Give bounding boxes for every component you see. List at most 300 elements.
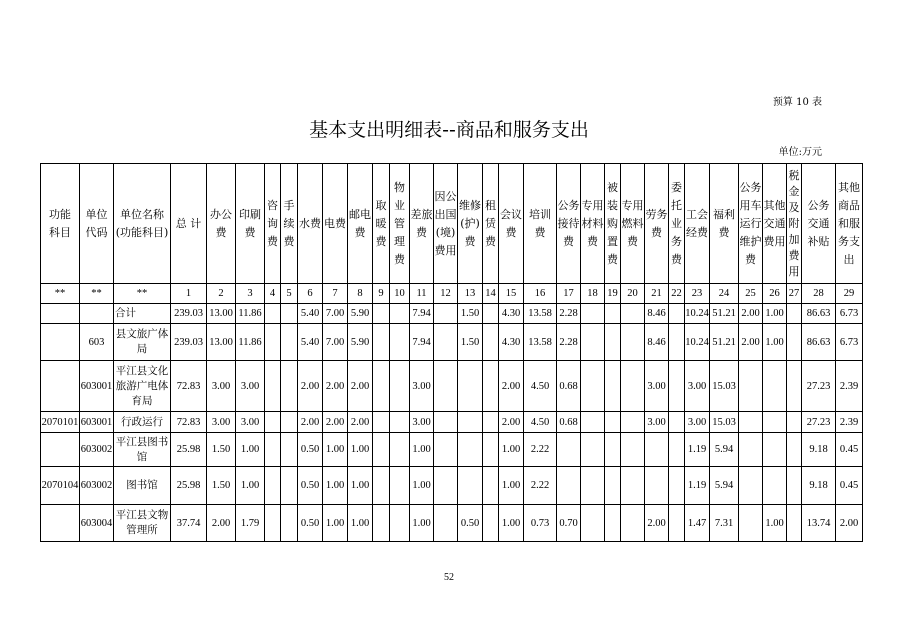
cell-function-code: 2070104 xyxy=(41,467,80,505)
cell-heating-fee xyxy=(373,467,390,505)
cell-consulting-fee xyxy=(265,412,281,433)
cell-official-reception-fee: 0.68 xyxy=(557,412,581,433)
cell-meeting-fee: 4.30 xyxy=(499,324,524,361)
cell-electricity-fee: 2.00 xyxy=(323,361,348,412)
cell-function-code xyxy=(41,324,80,361)
goods-services-expense-table xyxy=(40,163,863,542)
cell-other-transport-fee xyxy=(763,412,787,433)
cell-property-management-fee xyxy=(390,505,410,542)
header-travel-fee: 差旅费 xyxy=(410,164,434,284)
cell-special-fuel-fee xyxy=(621,304,645,324)
cell-heating-fee xyxy=(373,433,390,467)
cell-labor-fee: 3.00 xyxy=(645,361,669,412)
cell-official-reception-fee: 0.68 xyxy=(557,361,581,412)
cell-meeting-fee: 2.00 xyxy=(499,412,524,433)
index-meeting-fee: 15 xyxy=(499,284,524,304)
cell-function-code: 2070101 xyxy=(41,412,80,433)
cell-other-transport-fee xyxy=(763,433,787,467)
cell-unit-code: 603001 xyxy=(80,361,114,412)
cell-overseas-travel-fee xyxy=(434,433,458,467)
cell-taxes-surcharges xyxy=(787,324,802,361)
cell-water-fee: 5.40 xyxy=(298,324,323,361)
cell-unit-code xyxy=(80,304,114,324)
cell-overseas-travel-fee xyxy=(434,505,458,542)
header-overseas-travel-fee: 因公出国(境)费用 xyxy=(434,164,458,284)
cell-union-fund: 10.24 xyxy=(685,324,710,361)
cell-function-code xyxy=(41,304,80,324)
cell-heating-fee xyxy=(373,505,390,542)
index-unit-name: ** xyxy=(114,284,171,304)
cell-printing-fee: 11.86 xyxy=(236,304,265,324)
cell-overseas-travel-fee xyxy=(434,412,458,433)
cell-taxes-surcharges xyxy=(787,412,802,433)
cell-handling-fee xyxy=(281,505,298,542)
header-property-management-fee: 物业管理费 xyxy=(390,164,410,284)
cell-consulting-fee xyxy=(265,467,281,505)
cell-postal-telecom-fee: 1.00 xyxy=(348,505,373,542)
index-function-code: ** xyxy=(41,284,80,304)
header-taxes-surcharges: 税金及附加费用 xyxy=(787,164,802,284)
index-electricity-fee: 7 xyxy=(323,284,348,304)
cell-other-transport-fee xyxy=(763,361,787,412)
cell-rental-fee xyxy=(483,467,499,505)
cell-consulting-fee xyxy=(265,361,281,412)
cell-transport-allowance: 86.63 xyxy=(802,304,836,324)
cell-special-materials-fee xyxy=(581,433,605,467)
cell-office-fee: 2.00 xyxy=(207,505,236,542)
cell-welfare-fee: 5.94 xyxy=(710,467,739,505)
cell-heating-fee xyxy=(373,412,390,433)
cell-maintenance-fee: 1.50 xyxy=(458,324,483,361)
header-commissioned-services-fee: 委托业务费 xyxy=(669,164,685,284)
table-row xyxy=(41,467,863,505)
header-labor-fee: 劳务费 xyxy=(645,164,669,284)
index-water-fee: 6 xyxy=(298,284,323,304)
cell-office-fee: 13.00 xyxy=(207,304,236,324)
cell-function-code xyxy=(41,433,80,467)
header-water-fee: 水费 xyxy=(298,164,323,284)
cell-uniform-purchase-fee xyxy=(605,304,621,324)
cell-water-fee: 2.00 xyxy=(298,361,323,412)
cell-union-fund: 10.24 xyxy=(685,304,710,324)
cell-labor-fee: 3.00 xyxy=(645,412,669,433)
index-commissioned-services-fee: 22 xyxy=(669,284,685,304)
header-maintenance-fee: 维修(护)费 xyxy=(458,164,483,284)
cell-uniform-purchase-fee xyxy=(605,324,621,361)
header-uniform-purchase-fee: 被装购置费 xyxy=(605,164,621,284)
table-row xyxy=(41,361,863,412)
header-electricity-fee: 电费 xyxy=(323,164,348,284)
cell-maintenance-fee xyxy=(458,467,483,505)
cell-labor-fee: 8.46 xyxy=(645,324,669,361)
header-other-transport-fee: 其他交通费用 xyxy=(763,164,787,284)
cell-consulting-fee xyxy=(265,505,281,542)
cell-handling-fee xyxy=(281,304,298,324)
cell-travel-fee: 7.94 xyxy=(410,324,434,361)
table-row xyxy=(41,324,863,361)
cell-total: 25.98 xyxy=(171,467,207,505)
cell-unit-code: 603 xyxy=(80,324,114,361)
cell-maintenance-fee xyxy=(458,412,483,433)
cell-maintenance-fee: 0.50 xyxy=(458,505,483,542)
cell-union-fund: 3.00 xyxy=(685,412,710,433)
cell-meeting-fee: 1.00 xyxy=(499,467,524,505)
header-total: 总 计 xyxy=(171,164,207,284)
cell-postal-telecom-fee: 1.00 xyxy=(348,467,373,505)
index-office-fee: 2 xyxy=(207,284,236,304)
index-uniform-purchase-fee: 19 xyxy=(605,284,621,304)
cell-other-goods-services: 6.73 xyxy=(836,304,863,324)
cell-office-fee: 13.00 xyxy=(207,324,236,361)
cell-office-fee: 1.50 xyxy=(207,433,236,467)
header-heating-fee: 取暖费 xyxy=(373,164,390,284)
cell-electricity-fee: 7.00 xyxy=(323,324,348,361)
cell-special-fuel-fee xyxy=(621,361,645,412)
cell-training-fee: 4.50 xyxy=(524,412,557,433)
cell-travel-fee: 1.00 xyxy=(410,433,434,467)
cell-total: 37.74 xyxy=(171,505,207,542)
cell-property-management-fee xyxy=(390,361,410,412)
header-training-fee: 培训费 xyxy=(524,164,557,284)
cell-postal-telecom-fee: 5.90 xyxy=(348,324,373,361)
cell-electricity-fee: 7.00 xyxy=(323,304,348,324)
cell-other-transport-fee xyxy=(763,467,787,505)
header-union-fund: 工会经费 xyxy=(685,164,710,284)
cell-unit-name: 县文旅广体局 xyxy=(114,324,171,361)
cell-maintenance-fee xyxy=(458,361,483,412)
index-heating-fee: 9 xyxy=(373,284,390,304)
cell-welfare-fee: 51.21 xyxy=(710,324,739,361)
cell-special-fuel-fee xyxy=(621,467,645,505)
index-unit-code: ** xyxy=(80,284,114,304)
cell-uniform-purchase-fee xyxy=(605,505,621,542)
cell-unit-name: 平江县文化旅游广电体育局 xyxy=(114,361,171,412)
form-number: 预算 10 表 xyxy=(772,97,822,108)
cell-official-vehicle-fee xyxy=(739,361,763,412)
cell-consulting-fee xyxy=(265,304,281,324)
cell-unit-name: 合计 xyxy=(114,304,171,324)
cell-other-transport-fee: 1.00 xyxy=(763,324,787,361)
cell-office-fee: 1.50 xyxy=(207,467,236,505)
cell-training-fee: 2.22 xyxy=(524,433,557,467)
cell-postal-telecom-fee: 2.00 xyxy=(348,361,373,412)
cell-rental-fee xyxy=(483,324,499,361)
cell-official-vehicle-fee xyxy=(739,412,763,433)
cell-official-vehicle-fee xyxy=(739,505,763,542)
cell-taxes-surcharges xyxy=(787,361,802,412)
index-maintenance-fee: 13 xyxy=(458,284,483,304)
cell-function-code xyxy=(41,361,80,412)
index-transport-allowance: 28 xyxy=(802,284,836,304)
index-official-reception-fee: 17 xyxy=(557,284,581,304)
index-row xyxy=(41,284,863,304)
cell-postal-telecom-fee: 2.00 xyxy=(348,412,373,433)
cell-printing-fee: 3.00 xyxy=(236,361,265,412)
cell-other-goods-services: 0.45 xyxy=(836,467,863,505)
header-meeting-fee: 会议费 xyxy=(499,164,524,284)
cell-other-goods-services: 2.00 xyxy=(836,505,863,542)
cell-water-fee: 0.50 xyxy=(298,505,323,542)
cell-unit-code: 603004 xyxy=(80,505,114,542)
index-other-goods-services: 29 xyxy=(836,284,863,304)
cell-labor-fee: 8.46 xyxy=(645,304,669,324)
cell-special-materials-fee xyxy=(581,505,605,542)
cell-handling-fee xyxy=(281,433,298,467)
cell-maintenance-fee: 1.50 xyxy=(458,304,483,324)
cell-official-reception-fee xyxy=(557,467,581,505)
cell-unit-code: 603002 xyxy=(80,433,114,467)
cell-other-goods-services: 2.39 xyxy=(836,361,863,412)
cell-labor-fee: 2.00 xyxy=(645,505,669,542)
cell-special-materials-fee xyxy=(581,412,605,433)
index-other-transport-fee: 26 xyxy=(763,284,787,304)
cell-unit-name: 平江县文物管理所 xyxy=(114,505,171,542)
cell-official-reception-fee: 0.70 xyxy=(557,505,581,542)
cell-taxes-surcharges xyxy=(787,467,802,505)
cell-official-reception-fee: 2.28 xyxy=(557,324,581,361)
index-official-vehicle-fee: 25 xyxy=(739,284,763,304)
cell-unit-code: 603002 xyxy=(80,467,114,505)
header-office-fee: 办公费 xyxy=(207,164,236,284)
cell-total: 239.03 xyxy=(171,324,207,361)
table-row xyxy=(41,505,863,542)
cell-uniform-purchase-fee xyxy=(605,361,621,412)
cell-office-fee: 3.00 xyxy=(207,412,236,433)
cell-transport-allowance: 9.18 xyxy=(802,467,836,505)
cell-consulting-fee xyxy=(265,433,281,467)
cell-property-management-fee xyxy=(390,304,410,324)
cell-training-fee: 4.50 xyxy=(524,361,557,412)
cell-function-code xyxy=(41,505,80,542)
cell-training-fee: 13.58 xyxy=(524,304,557,324)
cell-uniform-purchase-fee xyxy=(605,412,621,433)
table-row xyxy=(41,304,863,324)
index-rental-fee: 14 xyxy=(483,284,499,304)
table-row xyxy=(41,433,863,467)
index-total: 1 xyxy=(171,284,207,304)
cell-total: 25.98 xyxy=(171,433,207,467)
table-body xyxy=(41,304,863,542)
cell-handling-fee xyxy=(281,412,298,433)
cell-unit-name: 图书馆 xyxy=(114,467,171,505)
cell-rental-fee xyxy=(483,433,499,467)
cell-welfare-fee: 5.94 xyxy=(710,433,739,467)
header-special-materials-fee: 专用材料费 xyxy=(581,164,605,284)
cell-heating-fee xyxy=(373,361,390,412)
cell-printing-fee: 1.00 xyxy=(236,467,265,505)
cell-water-fee: 5.40 xyxy=(298,304,323,324)
index-printing-fee: 3 xyxy=(236,284,265,304)
cell-unit-code: 603001 xyxy=(80,412,114,433)
cell-property-management-fee xyxy=(390,467,410,505)
cell-meeting-fee: 2.00 xyxy=(499,361,524,412)
cell-commissioned-services-fee xyxy=(669,324,685,361)
table-row xyxy=(41,412,863,433)
cell-travel-fee: 1.00 xyxy=(410,467,434,505)
cell-printing-fee: 1.79 xyxy=(236,505,265,542)
cell-rental-fee xyxy=(483,412,499,433)
cell-travel-fee: 7.94 xyxy=(410,304,434,324)
index-overseas-travel-fee: 12 xyxy=(434,284,458,304)
cell-overseas-travel-fee xyxy=(434,467,458,505)
cell-heating-fee xyxy=(373,304,390,324)
index-union-fund: 23 xyxy=(685,284,710,304)
index-special-materials-fee: 18 xyxy=(581,284,605,304)
cell-unit-name: 行政运行 xyxy=(114,412,171,433)
header-consulting-fee: 咨询费 xyxy=(265,164,281,284)
unit-label: 单位:万元 xyxy=(778,147,822,158)
cell-special-materials-fee xyxy=(581,324,605,361)
cell-electricity-fee: 1.00 xyxy=(323,467,348,505)
header-official-reception-fee: 公务接待费 xyxy=(557,164,581,284)
cell-printing-fee: 1.00 xyxy=(236,433,265,467)
cell-training-fee: 0.73 xyxy=(524,505,557,542)
page-title: 基本支出明细表--商品和服务支出 xyxy=(309,119,589,141)
header-welfare-fee: 福利费 xyxy=(710,164,739,284)
cell-handling-fee xyxy=(281,324,298,361)
index-training-fee: 16 xyxy=(524,284,557,304)
cell-total: 72.83 xyxy=(171,412,207,433)
cell-consulting-fee xyxy=(265,324,281,361)
cell-labor-fee xyxy=(645,433,669,467)
cell-electricity-fee: 2.00 xyxy=(323,412,348,433)
cell-total: 239.03 xyxy=(171,304,207,324)
cell-union-fund: 1.47 xyxy=(685,505,710,542)
cell-rental-fee xyxy=(483,505,499,542)
cell-commissioned-services-fee xyxy=(669,505,685,542)
cell-transport-allowance: 27.23 xyxy=(802,412,836,433)
cell-transport-allowance: 9.18 xyxy=(802,433,836,467)
header-unit-code: 单位代码 xyxy=(80,164,114,284)
cell-uniform-purchase-fee xyxy=(605,467,621,505)
cell-taxes-surcharges xyxy=(787,433,802,467)
cell-welfare-fee: 15.03 xyxy=(710,361,739,412)
cell-printing-fee: 3.00 xyxy=(236,412,265,433)
cell-commissioned-services-fee xyxy=(669,361,685,412)
cell-handling-fee xyxy=(281,467,298,505)
cell-water-fee: 0.50 xyxy=(298,433,323,467)
cell-overseas-travel-fee xyxy=(434,324,458,361)
cell-taxes-surcharges xyxy=(787,505,802,542)
cell-other-transport-fee: 1.00 xyxy=(763,505,787,542)
header-handling-fee: 手续费 xyxy=(281,164,298,284)
cell-travel-fee: 3.00 xyxy=(410,412,434,433)
cell-postal-telecom-fee: 1.00 xyxy=(348,433,373,467)
index-consulting-fee: 4 xyxy=(265,284,281,304)
cell-commissioned-services-fee xyxy=(669,304,685,324)
cell-heating-fee xyxy=(373,324,390,361)
index-handling-fee: 5 xyxy=(281,284,298,304)
cell-commissioned-services-fee xyxy=(669,467,685,505)
cell-electricity-fee: 1.00 xyxy=(323,433,348,467)
index-taxes-surcharges: 27 xyxy=(787,284,802,304)
cell-other-goods-services: 2.39 xyxy=(836,412,863,433)
cell-official-reception-fee: 2.28 xyxy=(557,304,581,324)
cell-transport-allowance: 27.23 xyxy=(802,361,836,412)
cell-official-vehicle-fee: 2.00 xyxy=(739,304,763,324)
cell-union-fund: 1.19 xyxy=(685,433,710,467)
cell-labor-fee xyxy=(645,467,669,505)
cell-special-fuel-fee xyxy=(621,433,645,467)
cell-special-fuel-fee xyxy=(621,412,645,433)
cell-taxes-surcharges xyxy=(787,304,802,324)
cell-meeting-fee: 4.30 xyxy=(499,304,524,324)
cell-property-management-fee xyxy=(390,324,410,361)
cell-travel-fee: 1.00 xyxy=(410,505,434,542)
cell-property-management-fee xyxy=(390,433,410,467)
header-function-code: 功能科目 xyxy=(41,164,80,284)
cell-official-vehicle-fee xyxy=(739,433,763,467)
cell-welfare-fee: 7.31 xyxy=(710,505,739,542)
index-property-management-fee: 10 xyxy=(390,284,410,304)
cell-special-fuel-fee xyxy=(621,324,645,361)
page-number: 52 xyxy=(444,572,454,583)
header-postal-telecom-fee: 邮电费 xyxy=(348,164,373,284)
cell-electricity-fee: 1.00 xyxy=(323,505,348,542)
cell-overseas-travel-fee xyxy=(434,304,458,324)
cell-union-fund: 3.00 xyxy=(685,361,710,412)
index-postal-telecom-fee: 8 xyxy=(348,284,373,304)
cell-travel-fee: 3.00 xyxy=(410,361,434,412)
header-transport-allowance: 公务交通补贴 xyxy=(802,164,836,284)
cell-water-fee: 2.00 xyxy=(298,412,323,433)
index-special-fuel-fee: 20 xyxy=(621,284,645,304)
cell-welfare-fee: 15.03 xyxy=(710,412,739,433)
cell-rental-fee xyxy=(483,361,499,412)
cell-total: 72.83 xyxy=(171,361,207,412)
header-rental-fee: 租赁费 xyxy=(483,164,499,284)
cell-transport-allowance: 86.63 xyxy=(802,324,836,361)
cell-handling-fee xyxy=(281,361,298,412)
cell-official-vehicle-fee xyxy=(739,467,763,505)
cell-training-fee: 2.22 xyxy=(524,467,557,505)
cell-meeting-fee: 1.00 xyxy=(499,433,524,467)
cell-rental-fee xyxy=(483,304,499,324)
cell-commissioned-services-fee xyxy=(669,433,685,467)
index-travel-fee: 11 xyxy=(410,284,434,304)
header-row xyxy=(41,164,863,284)
cell-printing-fee: 11.86 xyxy=(236,324,265,361)
cell-special-fuel-fee xyxy=(621,505,645,542)
cell-official-vehicle-fee: 2.00 xyxy=(739,324,763,361)
header-official-vehicle-fee: 公务用车运行维护费 xyxy=(739,164,763,284)
header-unit-name: 单位名称(功能科目) xyxy=(114,164,171,284)
cell-maintenance-fee xyxy=(458,433,483,467)
cell-special-materials-fee xyxy=(581,361,605,412)
cell-office-fee: 3.00 xyxy=(207,361,236,412)
header-printing-fee: 印刷费 xyxy=(236,164,265,284)
cell-meeting-fee: 1.00 xyxy=(499,505,524,542)
cell-other-goods-services: 0.45 xyxy=(836,433,863,467)
cell-special-materials-fee xyxy=(581,304,605,324)
cell-union-fund: 1.19 xyxy=(685,467,710,505)
cell-property-management-fee xyxy=(390,412,410,433)
index-labor-fee: 21 xyxy=(645,284,669,304)
header-other-goods-services: 其他商品和服务支出 xyxy=(836,164,863,284)
cell-unit-name: 平江县图书馆 xyxy=(114,433,171,467)
cell-special-materials-fee xyxy=(581,467,605,505)
index-welfare-fee: 24 xyxy=(710,284,739,304)
header-special-fuel-fee: 专用燃料费 xyxy=(621,164,645,284)
cell-official-reception-fee xyxy=(557,433,581,467)
cell-postal-telecom-fee: 5.90 xyxy=(348,304,373,324)
cell-other-goods-services: 6.73 xyxy=(836,324,863,361)
cell-transport-allowance: 13.74 xyxy=(802,505,836,542)
cell-uniform-purchase-fee xyxy=(605,433,621,467)
cell-overseas-travel-fee xyxy=(434,361,458,412)
cell-water-fee: 0.50 xyxy=(298,467,323,505)
cell-commissioned-services-fee xyxy=(669,412,685,433)
